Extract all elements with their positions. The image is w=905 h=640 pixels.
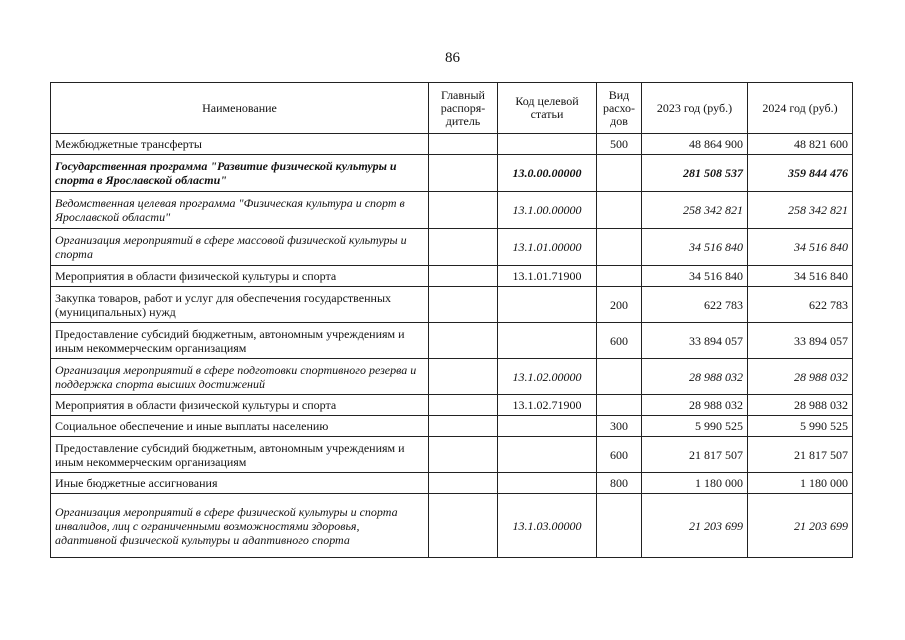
cell-name: Иные бюджетные ассигнования — [51, 473, 429, 494]
cell-type — [597, 395, 642, 416]
table-row — [51, 155, 853, 192]
cell-type: 200 — [597, 287, 642, 323]
cell-name: Организация мероприятий в сфере массовой физической культуры и спорта — [51, 229, 429, 266]
cell-name: Социальное обеспечение и иные выплаты населению — [51, 416, 429, 437]
cell-name: Ведомственная целевая программа "Физическая культура и спорт в Ярославской области" — [51, 192, 429, 229]
cell-type: 300 — [597, 416, 642, 437]
cell-code: 13.1.02.00000 — [498, 359, 597, 395]
cell-name: Межбюджетные трансферты — [51, 134, 429, 155]
cell-2024: 34 516 840 — [748, 266, 853, 287]
cell-name: Государственная программа "Развитие физической культуры и спорта в Ярославской области" — [51, 155, 429, 192]
cell-code — [498, 323, 597, 359]
cell-2024: 21 817 507 — [748, 437, 853, 473]
cell-2024: 28 988 032 — [748, 359, 853, 395]
cell-manager — [429, 266, 498, 287]
cell-code: 13.1.00.00000 — [498, 192, 597, 229]
cell-code: 13.1.01.71900 — [498, 266, 597, 287]
cell-2023: 28 988 032 — [642, 395, 748, 416]
cell-2024: 622 783 — [748, 287, 853, 323]
cell-2023: 21 203 699 — [642, 494, 748, 558]
cell-2024: 1 180 000 — [748, 473, 853, 494]
header-type: Вид расхо-дов — [597, 83, 642, 134]
cell-2023: 34 516 840 — [642, 266, 748, 287]
cell-type: 800 — [597, 473, 642, 494]
cell-code: 13.1.02.71900 — [498, 395, 597, 416]
cell-manager — [429, 473, 498, 494]
table-row — [51, 416, 853, 437]
header-code: Код целевой статьи — [498, 83, 597, 134]
cell-2024: 28 988 032 — [748, 395, 853, 416]
cell-manager — [429, 155, 498, 192]
cell-name: Мероприятия в области физической культуры и спорта — [51, 395, 429, 416]
cell-2023: 5 990 525 — [642, 416, 748, 437]
cell-name: Предоставление субсидий бюджетным, автономным учреждениям и иным некоммерческим организациям — [51, 323, 429, 359]
cell-manager — [429, 494, 498, 558]
cell-type — [597, 359, 642, 395]
table-row — [51, 266, 853, 287]
cell-name: Организация мероприятий в сфере физической культуры и спорта инвалидов, лиц с ограниченными возможностями здоровья, адаптивной физической культуры и адаптивного спорта — [51, 494, 429, 558]
header-2024: 2024 год (руб.) — [748, 83, 853, 134]
cell-code — [498, 287, 597, 323]
cell-type: 600 — [597, 323, 642, 359]
cell-2023: 622 783 — [642, 287, 748, 323]
table-row — [51, 229, 853, 266]
cell-manager — [429, 229, 498, 266]
cell-type: 500 — [597, 134, 642, 155]
cell-2023: 48 864 900 — [642, 134, 748, 155]
cell-manager — [429, 437, 498, 473]
cell-type: 600 — [597, 437, 642, 473]
cell-type — [597, 494, 642, 558]
table-row — [51, 287, 853, 323]
table-row — [51, 473, 853, 494]
cell-code — [498, 473, 597, 494]
cell-2023: 28 988 032 — [642, 359, 748, 395]
cell-name: Мероприятия в области физической культуры и спорта — [51, 266, 429, 287]
cell-name: Предоставление субсидий бюджетным, автономным учреждениям и иным некоммерческим организациям — [51, 437, 429, 473]
cell-2024: 34 516 840 — [748, 229, 853, 266]
table-row — [51, 395, 853, 416]
cell-type — [597, 155, 642, 192]
header-name: Наименование — [51, 83, 429, 134]
cell-manager — [429, 323, 498, 359]
cell-code — [498, 437, 597, 473]
cell-2024: 359 844 476 — [748, 155, 853, 192]
table-row — [51, 494, 853, 558]
cell-manager — [429, 287, 498, 323]
cell-manager — [429, 416, 498, 437]
cell-type — [597, 229, 642, 266]
table-header-row — [51, 83, 853, 134]
cell-2024: 5 990 525 — [748, 416, 853, 437]
budget-table — [50, 82, 853, 558]
cell-2023: 258 342 821 — [642, 192, 748, 229]
header-manager: Главный распоря-дитель — [429, 83, 498, 134]
cell-name: Закупка товаров, работ и услуг для обеспечения государственных (муниципальных) нужд — [51, 287, 429, 323]
cell-code: 13.0.00.00000 — [498, 155, 597, 192]
cell-code — [498, 416, 597, 437]
cell-type — [597, 266, 642, 287]
cell-code — [498, 134, 597, 155]
cell-2023: 33 894 057 — [642, 323, 748, 359]
cell-manager — [429, 134, 498, 155]
cell-2023: 21 817 507 — [642, 437, 748, 473]
cell-2024: 33 894 057 — [748, 323, 853, 359]
cell-name: Организация мероприятий в сфере подготовки спортивного резерва и поддержка спорта высших достижений — [51, 359, 429, 395]
cell-code: 13.1.03.00000 — [498, 494, 597, 558]
cell-2023: 281 508 537 — [642, 155, 748, 192]
table-row — [51, 192, 853, 229]
table-row — [51, 437, 853, 473]
cell-manager — [429, 192, 498, 229]
cell-type — [597, 192, 642, 229]
cell-2024: 48 821 600 — [748, 134, 853, 155]
cell-manager — [429, 359, 498, 395]
cell-manager — [429, 395, 498, 416]
cell-2024: 21 203 699 — [748, 494, 853, 558]
cell-2023: 34 516 840 — [642, 229, 748, 266]
page-number: 86 — [445, 50, 460, 66]
table-row — [51, 359, 853, 395]
cell-2024: 258 342 821 — [748, 192, 853, 229]
cell-code: 13.1.01.00000 — [498, 229, 597, 266]
header-2023: 2023 год (руб.) — [642, 83, 748, 134]
table-row — [51, 323, 853, 359]
table-row — [51, 134, 853, 155]
cell-2023: 1 180 000 — [642, 473, 748, 494]
